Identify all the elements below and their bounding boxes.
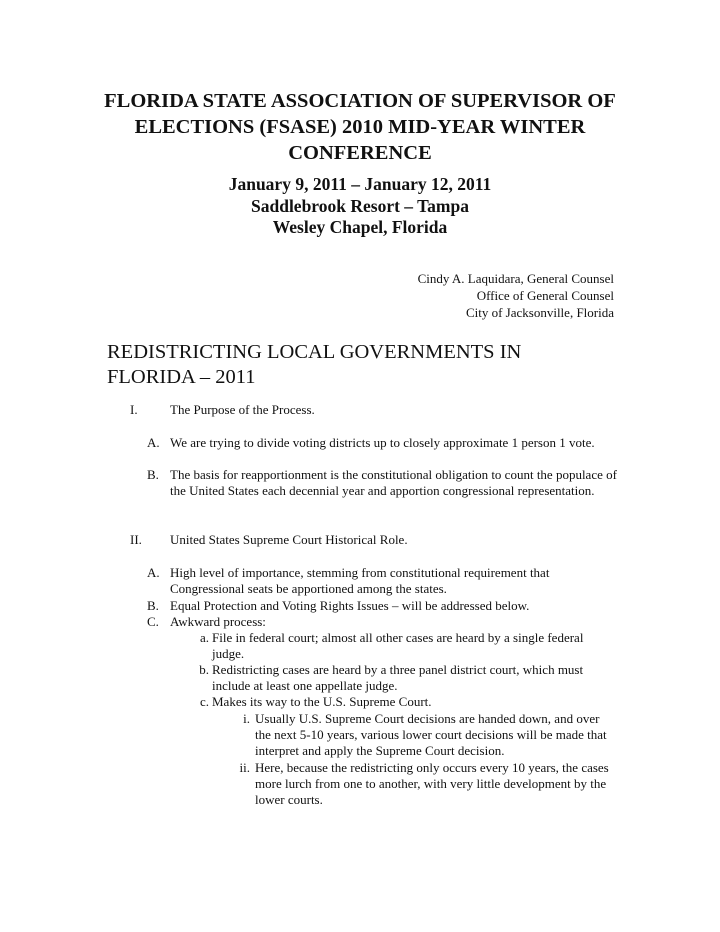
outline-item-i-b: The basis for reapportionment is the constitutional obligation to count the populace of the United States each decennial year and apportion congressional representation. <box>170 467 617 499</box>
outline-marker-ii-c-c-ii: ii. <box>239 760 250 775</box>
outline-item-ii-c-c-i: Usually U.S. Supreme Court decisions are handed down, and over the next 5-10 years, various lower court decisions will be made that interpret and apply the Supreme Court decision. <box>255 711 607 759</box>
conference-dates: January 9, 2011 – January 12, 2011 <box>228 174 492 194</box>
outline-marker-i: I. <box>130 402 138 417</box>
section-heading: REDISTRICTING LOCAL GOVERNMENTS IN FLORIDA – 2011 <box>107 341 522 388</box>
outline-marker-ii-c-c: c. <box>199 694 209 709</box>
outline-item-ii-c-b: Redistricting cases are heard by a three panel district court, which must include at least one appellate judge. <box>212 662 584 694</box>
author-city: City of Jacksonville, Florida <box>465 305 614 320</box>
author-office: Office of General Counsel <box>476 288 614 303</box>
outline-item-ii-c-c: Makes its way to the U.S. Supreme Court. <box>212 694 432 709</box>
outline-marker-ii-c-b: b. <box>199 662 209 677</box>
author-name: Cindy A. Laquidara, General Counsel <box>417 271 614 286</box>
outline-item-ii-a: High level of importance, stemming from constitutional requirement that Congressional seats be apportioned among the states. <box>170 565 550 597</box>
outline-item-ii-c-c-ii: Here, because the redistricting only occurs every 10 years, the cases more lurch from one to another, with very little development by the lower courts. <box>255 760 609 808</box>
outline-item-ii-c-a: File in federal court; almost all other cases are heard by a single federal judge. <box>212 630 584 662</box>
conference-venue: Saddlebrook Resort – Tampa <box>251 195 469 216</box>
conference-info <box>90 174 630 239</box>
outline-marker-ii-c-c-i: i. <box>243 711 250 726</box>
outline-marker-ii-c-a: a. <box>199 630 209 645</box>
outline-item-purpose: The Purpose of the Process. <box>170 402 315 417</box>
document-title: FLORIDA STATE ASSOCIATION OF SUPERVISOR OF ELECTIONS (FSASE) 2010 MID-YEAR WINTER CONFERENCE <box>104 90 616 164</box>
outline-marker-ii-c: C. <box>147 614 159 629</box>
outline-marker-i-b: B. <box>147 467 159 482</box>
outline-item-i-a: We are trying to divide voting districts up to closely approximate 1 person 1 vote. <box>170 435 595 450</box>
conference-location: Wesley Chapel, Florida <box>272 217 448 237</box>
outline-item-ii-c: Awkward process: <box>170 614 266 629</box>
outline-item-ii-b: Equal Protection and Voting Rights Issues – will be addressed below. <box>170 598 530 613</box>
outline-item-supreme-court: United States Supreme Court Historical Role. <box>170 532 408 547</box>
outline-marker-ii-a: A. <box>147 565 160 580</box>
outline-marker-i-a: A. <box>147 435 160 450</box>
outline-marker-ii: II. <box>130 532 142 547</box>
author-block <box>418 270 614 321</box>
outline-marker-ii-b: B. <box>147 598 159 613</box>
